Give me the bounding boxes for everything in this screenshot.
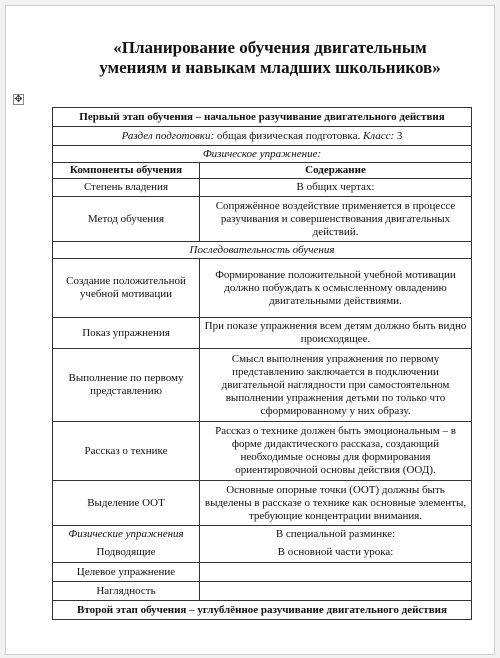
class-label: Класс:	[363, 129, 395, 142]
content-cell: Рассказ о технике должен быть эмоциональным – в форме дидактического рассказа, создающий необходимые основы для формирования ориентировочной основы действия (ООД).	[200, 422, 472, 481]
stage1-header: Первый этап обучения – начальное разучивание двигательного действия	[53, 108, 472, 127]
table-row	[53, 481, 472, 526]
content-cell: При показе упражнения всем детям должно быть видно происходящее.	[200, 318, 472, 349]
table-row	[53, 242, 472, 259]
table-row	[53, 349, 472, 422]
component-cell: Выделение ООТ	[53, 481, 200, 526]
table-row	[53, 197, 472, 242]
sequence-label: Последовательность обучения	[53, 242, 472, 259]
content-cell: Сопряжённое воздействие применяется в процессе разучивания и совершенствования двигательных действий.	[200, 197, 472, 242]
col-content-header: Содержание	[200, 163, 472, 179]
table-row	[53, 108, 472, 127]
table-header-row	[53, 163, 472, 179]
component-cell: Рассказ о технике	[53, 422, 200, 481]
component-cell: Выполнение по первому представлению	[53, 349, 200, 422]
section-value: общая физическая подготовка.	[214, 129, 363, 142]
section-label: Раздел подготовки:	[121, 129, 215, 142]
table-row	[53, 563, 472, 582]
page-title	[6, 38, 496, 78]
title-line-2: умениям и навыкам младших школьников»	[99, 58, 441, 77]
content-cell: Смысл выполнения упражнения по первому представлению заключается в подключении двигательной наглядности при самостоятельном выполнении упражнения детьми по только что сформированному у них образу.	[200, 349, 472, 422]
content-cell: Формирование положительной учебной мотивации должно побуждать к осмысленному овладению двигательными действиями.	[200, 259, 472, 318]
table-row	[53, 601, 472, 620]
visual-label: Наглядность	[53, 582, 200, 601]
section-row	[53, 127, 472, 146]
table-row	[53, 146, 472, 163]
component-cell: Степень владения	[53, 179, 200, 197]
target-label: Целевое упражнение	[53, 563, 200, 582]
empty-cell	[200, 563, 472, 582]
exercise-label: Физическое упражнение:	[53, 146, 472, 163]
stage2-header: Второй этап обучения – углублённое разучивание двигательного действия	[53, 601, 472, 620]
component-cell: Создание положительной учебной мотивации	[53, 259, 200, 318]
main-part-label: В основной части урока:	[200, 542, 472, 563]
class-value: 3	[394, 129, 403, 142]
table-row	[53, 318, 472, 349]
training-plan-table	[52, 107, 472, 620]
table-row	[53, 582, 472, 601]
warmup-label: В специальной разминке:	[200, 526, 472, 543]
title-line-1: «Планирование обучения двигательным	[113, 38, 427, 57]
table-row	[53, 526, 472, 543]
phys-ex-label: Физические упражнения	[53, 526, 200, 543]
table-row	[53, 179, 472, 197]
lead-up-label: Подводящие	[53, 542, 200, 563]
empty-cell	[200, 582, 472, 601]
document-page	[5, 5, 495, 655]
table-row	[53, 422, 472, 481]
content-cell: Основные опорные точки (ООТ) должны быть выделены в рассказе о технике как основные элементы, требующие концентрации внимания.	[200, 481, 472, 526]
move-arrows-icon[interactable]: ✥	[14, 94, 23, 105]
table-row	[53, 259, 472, 318]
col-components-header: Компоненты обучения	[53, 163, 200, 179]
table-row	[53, 542, 472, 563]
table-row	[53, 127, 472, 146]
content-cell: В общих чертах:	[200, 179, 472, 197]
component-cell: Показ упражнения	[53, 318, 200, 349]
component-cell: Метод обучения	[53, 197, 200, 242]
